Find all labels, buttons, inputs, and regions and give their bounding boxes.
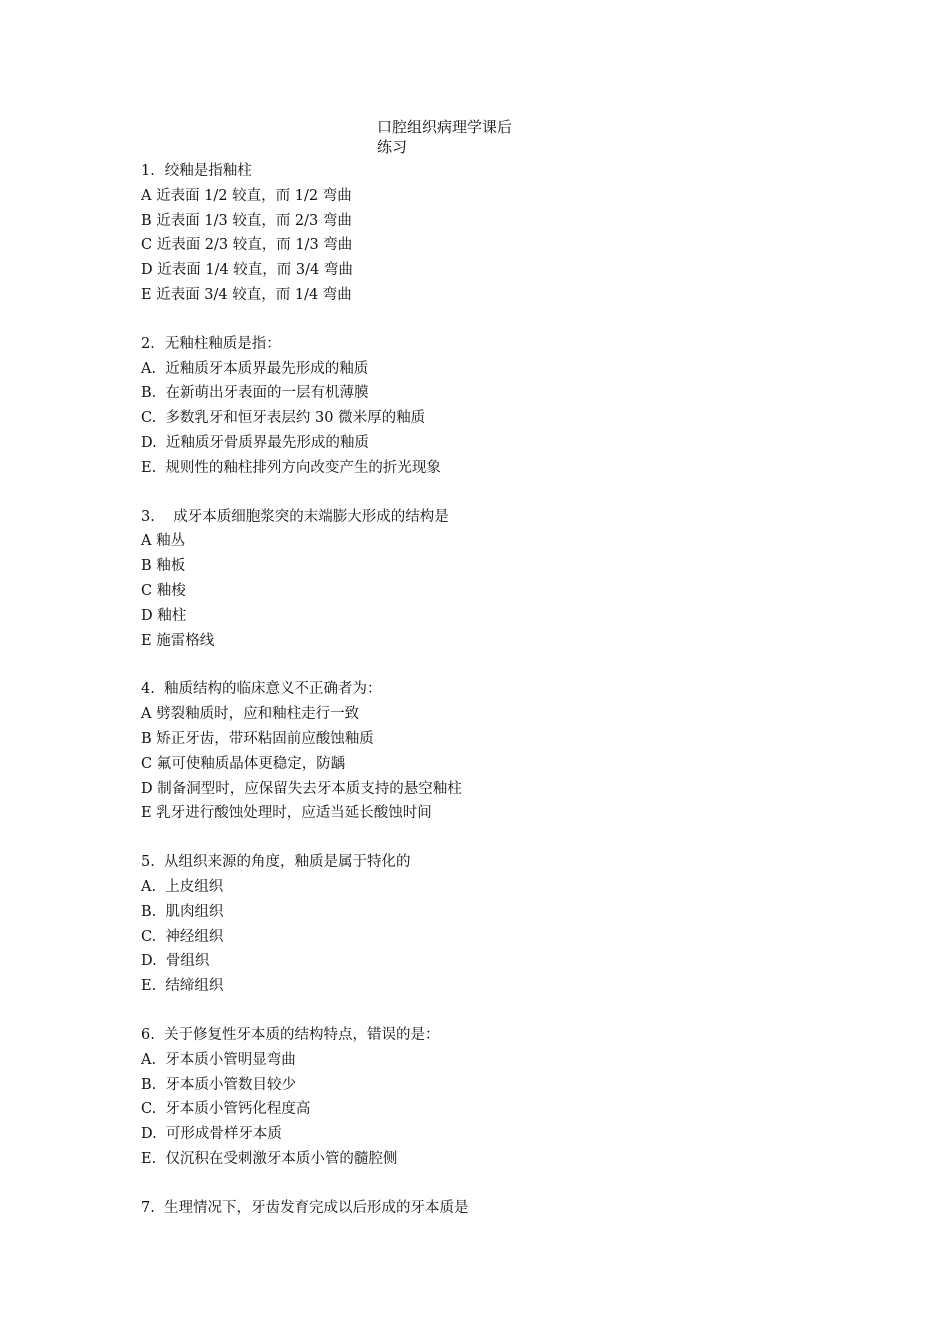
question-option: E 近表面 3/4 较直，而 1/4 弯曲	[141, 286, 352, 303]
question-option: C. 神经组织	[141, 928, 224, 945]
question-option: C 氟可使釉质晶体更稳定，防龋	[141, 755, 346, 772]
question-5	[141, 850, 841, 999]
question-option: E. 仅沉积在受刺激牙本质小管的髓腔侧	[141, 1150, 398, 1167]
question-stem: 5. 从组织来源的角度，釉质是属于特化的	[141, 854, 411, 871]
question-option: C. 多数乳牙和恒牙表层约 30 微米厚的釉质	[141, 410, 426, 427]
question-option: E. 结缔组织	[141, 978, 224, 995]
question-option: A. 牙本质小管明显弯曲	[141, 1051, 296, 1068]
question-option: B 釉板	[141, 558, 186, 575]
question-option: D 釉柱	[141, 607, 187, 624]
question-stem: 1．绞釉是指釉柱	[141, 163, 252, 179]
question-option: B 矫正牙齿，带环粘固前应酸蚀釉质	[141, 730, 374, 747]
question-option: A 近表面 1/2 较直，而 1/2 弯曲	[141, 187, 352, 204]
question-4	[141, 677, 841, 826]
question-stem: 7. 生理情况下，牙齿发育完成以后形成的牙本质是	[141, 1199, 469, 1216]
document-title	[377, 117, 537, 157]
question-option: C 近表面 2/3 较直，而 1/3 弯曲	[141, 237, 353, 254]
question-stem: 2．无釉柱釉质是指：	[141, 335, 281, 352]
question-option: A 釉丛	[141, 533, 186, 550]
question-option: B 近表面 1/3 较直，而 2/3 弯曲	[141, 212, 352, 229]
question-option: C. 牙本质小管钙化程度高	[141, 1101, 311, 1118]
question-option: E 乳牙进行酸蚀处理时，应适当延长酸蚀时间	[141, 805, 432, 822]
question-option: A. 近釉质牙本质界最先形成的釉质	[141, 360, 369, 377]
question-option: D 制备洞型时，应保留失去牙本质支持的悬空釉柱	[141, 780, 462, 797]
document-title-line-2: 练习	[377, 138, 408, 156]
question-stem: 6. 关于修复性牙本质的结构特点，错误的是：	[141, 1026, 440, 1043]
question-option: D. 近釉质牙骨质界最先形成的釉质	[141, 434, 369, 451]
question-2	[141, 332, 841, 481]
question-1	[141, 159, 841, 308]
question-option: B. 肌肉组织	[141, 903, 224, 920]
question-option: B. 牙本质小管数目较少	[141, 1076, 296, 1093]
question-stem: 3. 成牙本质细胞浆突的末端膨大形成的结构是	[141, 508, 449, 525]
question-3	[141, 505, 841, 654]
question-option: E 施雷格线	[141, 632, 215, 649]
question-option: D 近表面 1/4 较直，而 3/4 弯曲	[141, 262, 353, 279]
question-7	[141, 1196, 841, 1221]
question-option: A. 上皮组织	[141, 878, 224, 895]
question-option: D. 骨组织	[141, 953, 210, 970]
question-6	[141, 1023, 841, 1172]
question-list	[141, 159, 841, 1244]
question-option: C 釉梭	[141, 582, 186, 599]
question-option: A 劈裂釉质时，应和釉柱走行一致	[141, 706, 360, 723]
question-option: D. 可形成骨样牙本质	[141, 1126, 282, 1143]
document-title-line-1: 口腔组织病理学课后	[377, 118, 513, 136]
question-option: E. 规则性的釉柱排列方向改变产生的折光现象	[141, 459, 441, 476]
question-stem: 4. 釉质结构的临床意义不正确者为：	[141, 681, 382, 698]
question-option: B. 在新萌出牙表面的一层有机薄膜	[141, 385, 369, 402]
